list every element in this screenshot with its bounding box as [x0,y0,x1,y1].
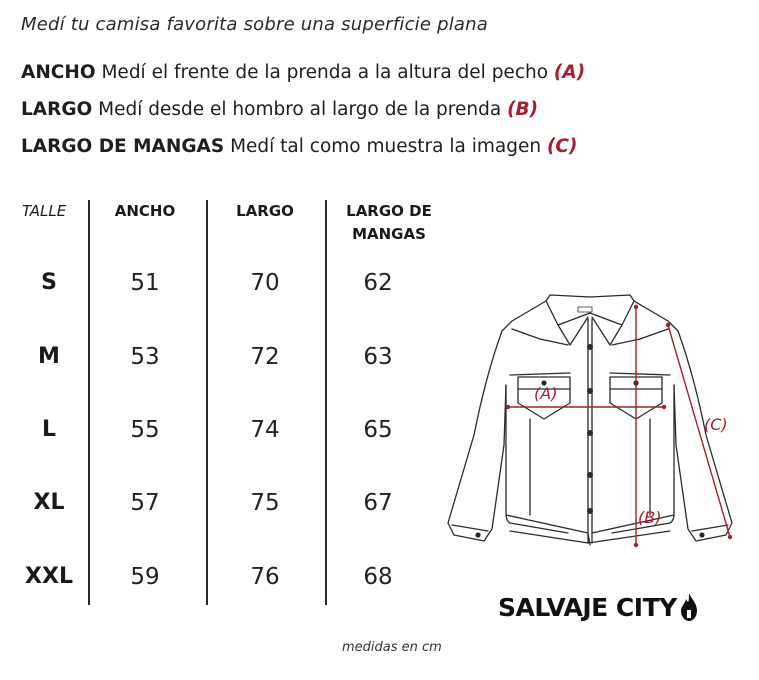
column-divider [325,200,327,605]
instruction-ancho [21,62,585,83]
brand-logo [498,592,699,622]
flame-icon [679,592,699,622]
jacket-buttons [475,344,704,538]
column-divider [88,200,90,605]
footer-note: medidas en cm [342,640,442,655]
instruction-text: Medí desde el hombro al largo de la prenda [92,99,508,120]
header-talle: TALLE [22,202,67,220]
largo-cell: 72 [250,344,280,370]
instruction-term: LARGO DE MANGAS [21,136,225,157]
largo-cell: 70 [250,270,280,296]
header-largo-mangas [330,200,448,246]
ancho-cell: 51 [130,270,160,296]
mangas-cell: 67 [363,490,393,516]
instruction-text: Medí el frente de la prenda a la altura del pecho [95,62,554,83]
size-cell: XL [33,490,65,515]
instruction-mangas [21,136,577,157]
instruction-ref: (B) [507,99,539,120]
label-a: (A) [534,384,558,403]
ancho-cell: 59 [130,564,160,590]
largo-cell: 74 [250,417,280,443]
brand-name: SALVAJE CITY [498,592,677,622]
instruction-ref: (A) [553,62,586,83]
mangas-cell: 63 [363,344,393,370]
jacket-diagram [440,285,740,555]
instruction-term: LARGO [21,99,93,120]
measure-lines [506,305,732,547]
header-ancho: ANCHO [114,202,176,220]
size-cell: M [38,344,60,369]
mangas-cell: 62 [363,270,393,296]
instruction-text: Medí tal como muestra la imagen [224,136,547,157]
header-mangas-line2: MANGAS [352,225,426,243]
ancho-cell: 55 [130,417,160,443]
mangas-cell: 65 [363,417,393,443]
intro-text: Medí tu camisa favorita sobre una superficie plana [21,14,488,35]
ancho-cell: 57 [130,490,160,516]
size-cell: XXL [25,564,73,589]
header-mangas-line1: LARGO DE [346,202,432,220]
size-cell: L [41,417,57,442]
mangas-cell: 68 [363,564,393,590]
ancho-cell: 53 [130,344,160,370]
instruction-term: ANCHO [21,62,96,83]
label-b: (B) [638,508,662,527]
instruction-largo [21,99,538,120]
header-largo: LARGO [236,202,294,220]
jacket-outline [448,295,732,545]
column-divider [206,200,208,605]
size-cell: S [41,270,57,295]
largo-cell: 75 [250,490,280,516]
largo-cell: 76 [250,564,280,590]
label-c: (C) [704,415,728,434]
instruction-ref: (C) [546,136,578,157]
